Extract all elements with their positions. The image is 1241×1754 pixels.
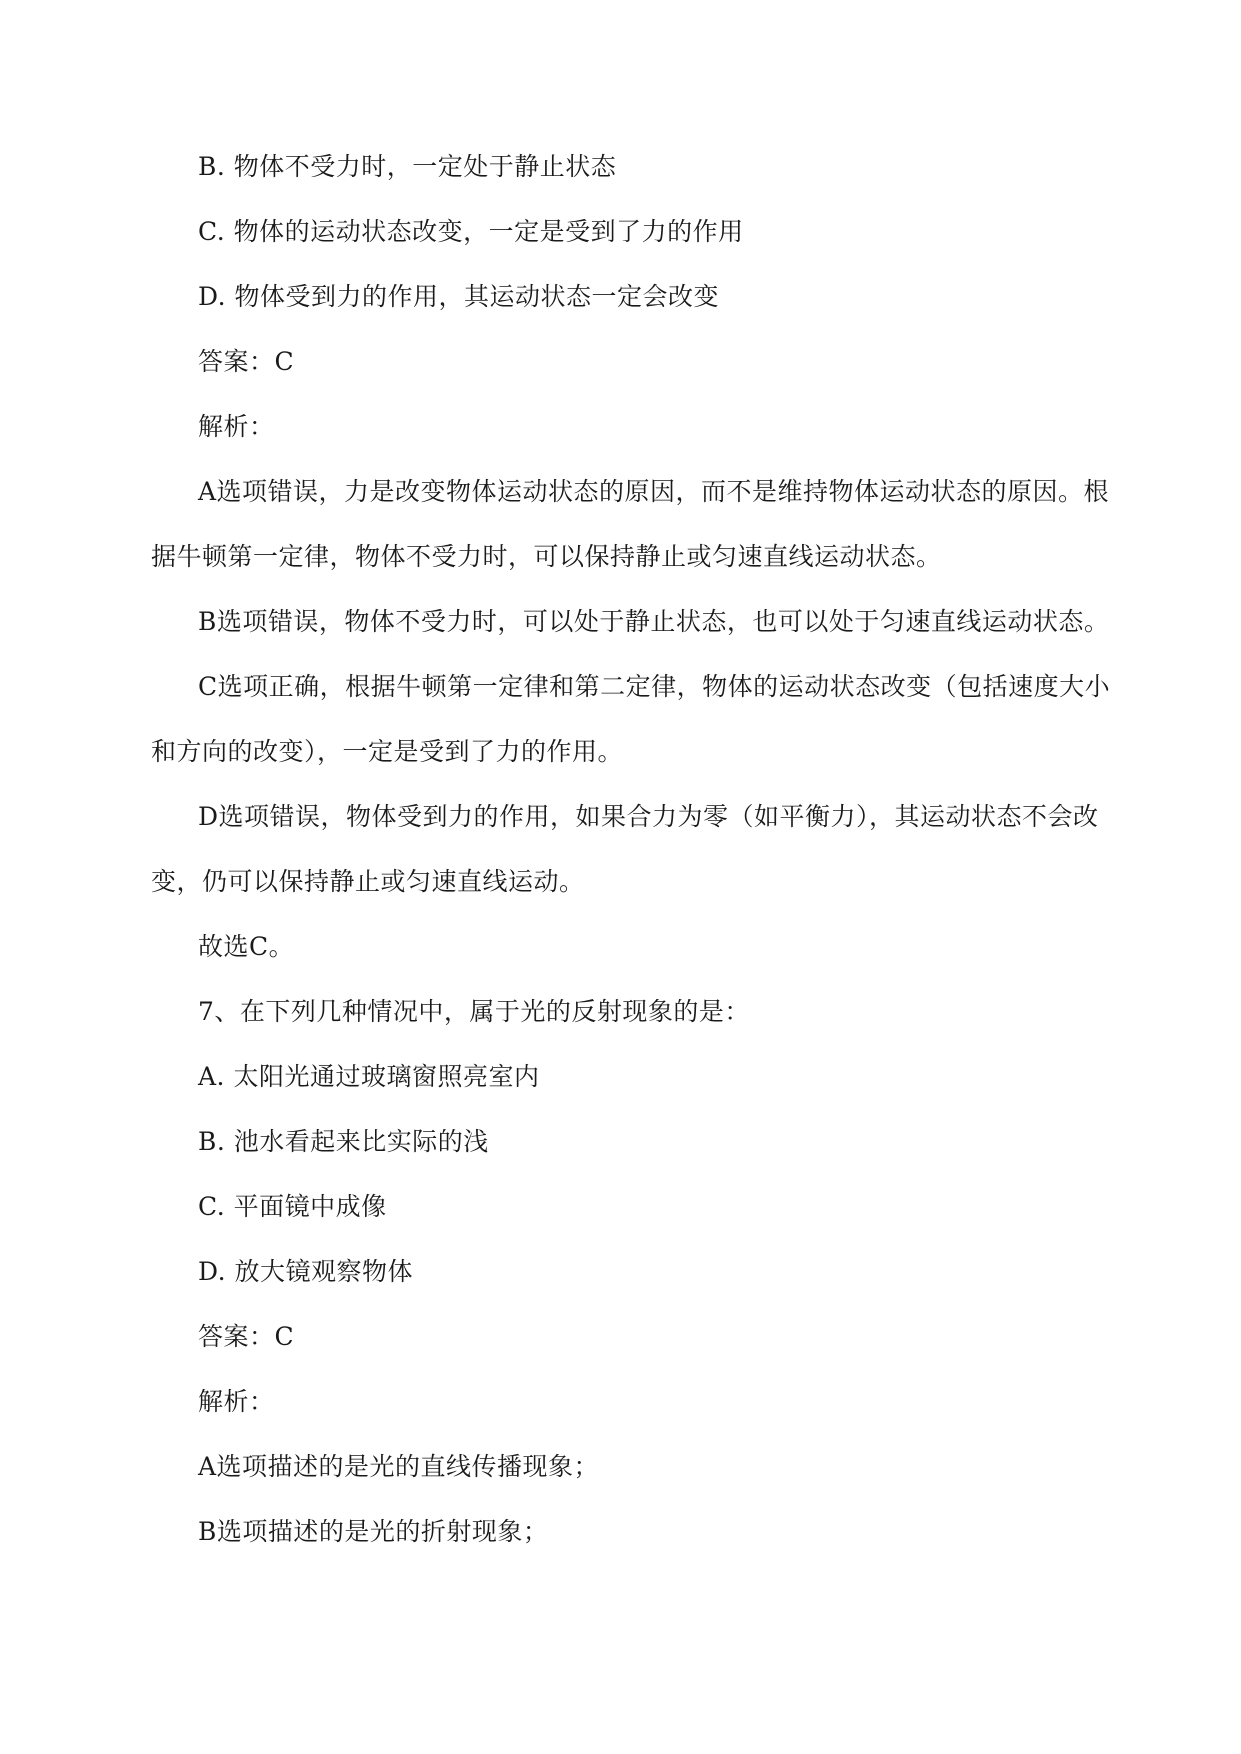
q6-option-c: C. 物体的运动状态改变，一定是受到了力的作用 (198, 217, 744, 246)
q7-option-c: C. 平面镜中成像 (198, 1192, 387, 1221)
q7-question: 7、在下列几种情况中，属于光的反射现象的是： (198, 997, 750, 1026)
q6-answer: 答案：C (198, 347, 295, 376)
q7-option-a: A. 太阳光通过玻璃窗照亮室内 (198, 1062, 540, 1091)
q7-analysis-label: 解析： (198, 1387, 275, 1416)
q6-analysis-a-line1: A选项错误，力是改变物体运动状态的原因，而不是维持物体运动状态的原因。根 (198, 477, 1110, 506)
q6-analysis-c-line1: C选项正确，根据牛顿第一定律和第二定律，物体的运动状态改变（包括速度大小 (198, 672, 1111, 701)
q7-option-d: D. 放大镜观察物体 (198, 1257, 414, 1286)
q6-analysis-a-line2: 据牛顿第一定律，物体不受力时，可以保持静止或匀速直线运动状态。 (151, 542, 942, 571)
q7-answer: 答案：C (198, 1322, 295, 1351)
q6-option-b: B. 物体不受力时，一定处于静止状态 (198, 152, 617, 181)
q6-analysis-d-line2: 变，仍可以保持静止或匀速直线运动。 (151, 867, 585, 896)
q6-conclusion: 故选C。 (198, 932, 295, 961)
q6-analysis-b: B选项错误，物体不受力时，可以处于静止状态，也可以处于匀速直线运动状态。 (198, 607, 1110, 636)
q7-analysis-b: B选项描述的是光的折射现象； (198, 1517, 549, 1546)
q7-analysis-a: A选项描述的是光的直线传播现象； (198, 1452, 600, 1481)
q6-analysis-d-line1: D选项错误，物体受到力的作用，如果合力为零（如平衡力），其运动状态不会改 (198, 802, 1099, 831)
q6-option-d: D. 物体受到力的作用，其运动状态一定会改变 (198, 282, 720, 311)
q6-analysis-label: 解析： (198, 412, 275, 441)
q7-option-b: B. 池水看起来比实际的浅 (198, 1127, 489, 1156)
q6-analysis-c-line2: 和方向的改变），一定是受到了力的作用。 (151, 737, 624, 766)
